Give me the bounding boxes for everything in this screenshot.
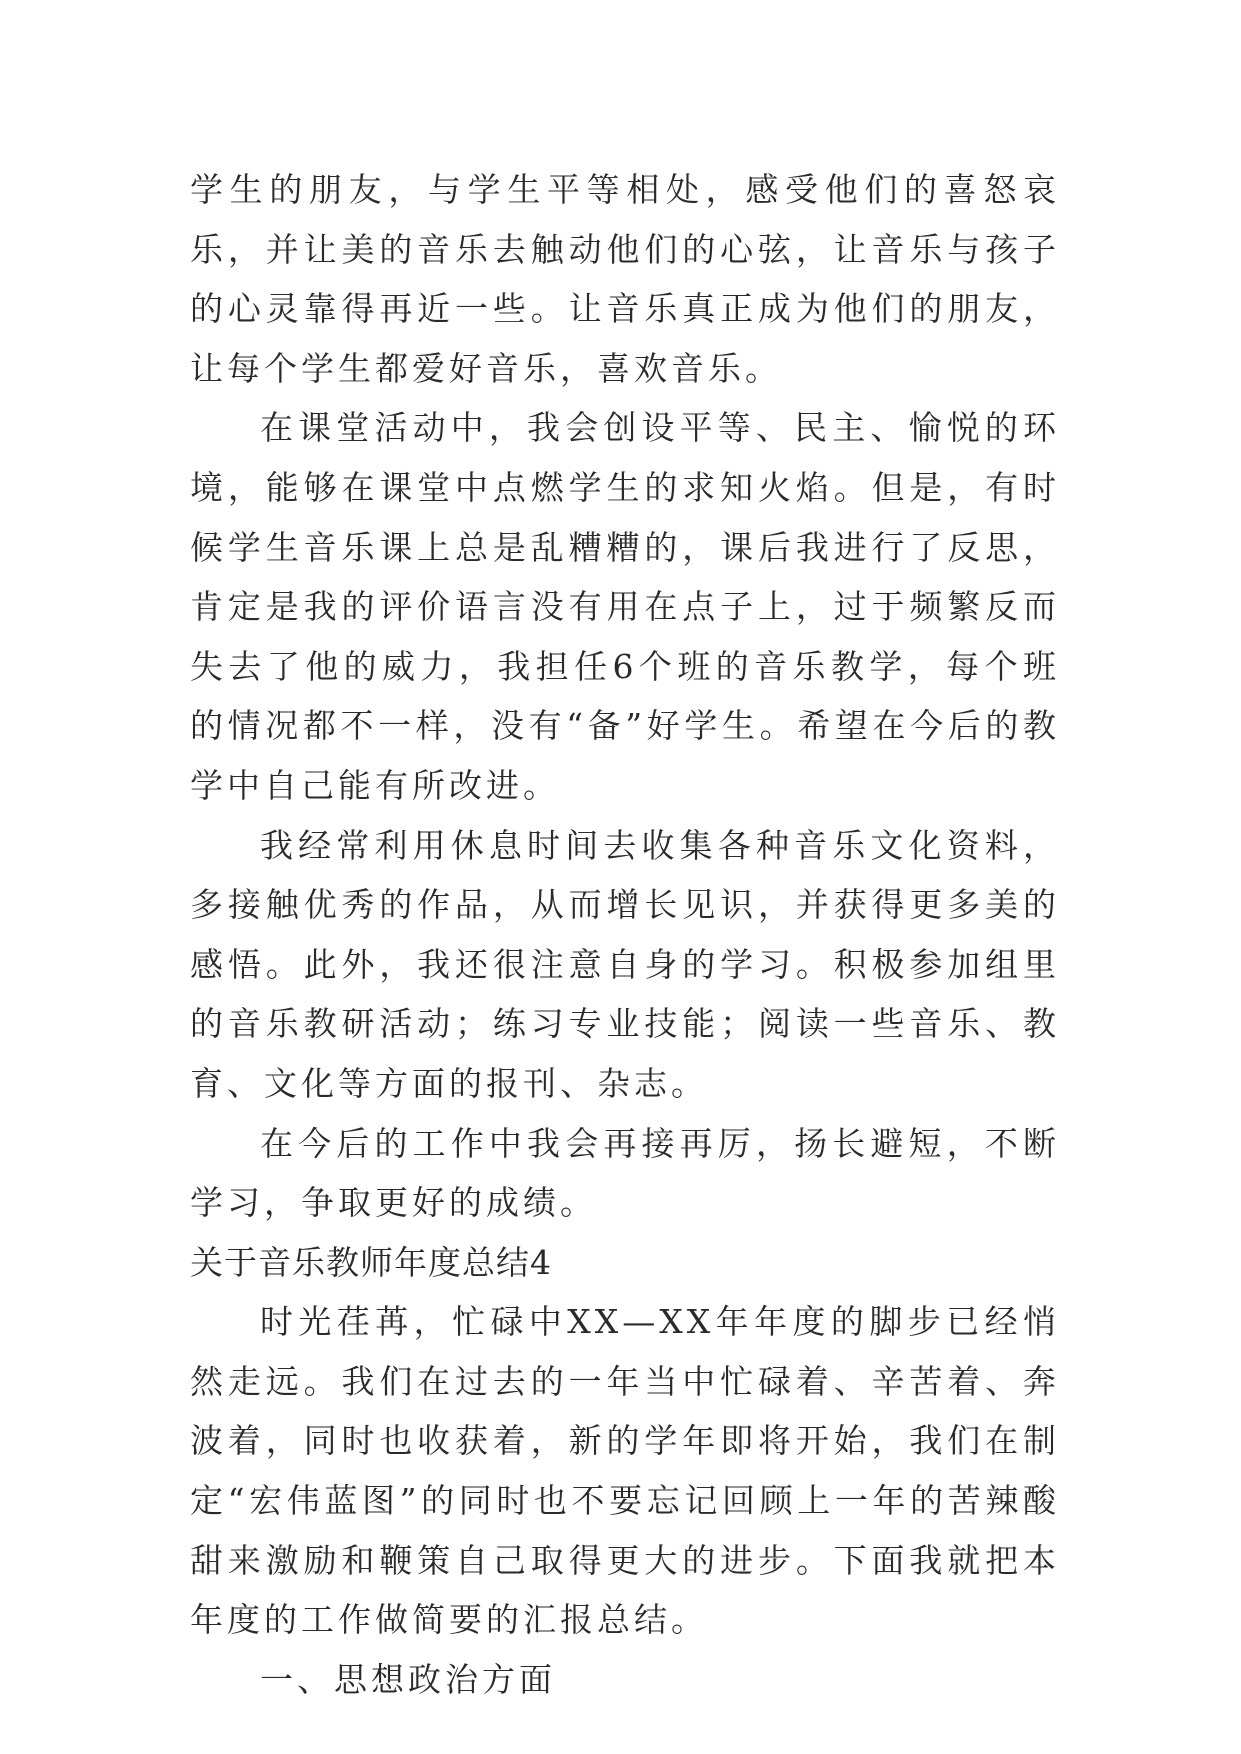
paragraph-year-review: 时光荏苒，忙碌中XX—XX年年度的脚步已经悄然走远。我们在过去的一年当中忙碌着、辛苦着、奔波着，同时也收获着，新的学年即将开始，我们在制定“宏伟蓝图”的同时也不要忘记回顾上一年的苦辣酸甜来激励和鞭策自己取得更大的进步。下面我就把本年度的工作做简要的汇报总结。 xyxy=(190,1302,1060,1640)
paragraph-self-study: 我经常利用休息时间去收集各种音乐文化资料，多接触优秀的作品，从而增长见识，并获得更多美的感悟。此外，我还很注意自身的学习。积极参加组里的音乐教研活动；练习专业技能；阅读一些音乐、教育、文化等方面的报刊、杂志。 xyxy=(190,825,1060,1103)
paragraph-continuation: 学生的朋友，与学生平等相处，感受他们的喜怒哀乐，并让美的音乐去触动他们的心弦，让音乐与孩子的心灵靠得再近一些。让音乐真正成为他们的朋友，让每个学生都爱好音乐，喜欢音乐。 xyxy=(190,170,1060,388)
subsection-title: 一、思想政治方面 xyxy=(260,1659,556,1699)
paragraph-future-work: 在今后的工作中我会再接再厉，扬长避短，不断学习，争取更好的成绩。 xyxy=(190,1123,1060,1223)
paragraph-classroom-activity: 在课堂活动中，我会创设平等、民主、愉悦的环境，能够在课堂中点燃学生的求知火焰。但是，有时候学生音乐课上总是乱糟糟的，课后我进行了反思，肯定是我的评价语言没有用在点子上，过于频繁反而失去了他的威力，我担任6个班的音乐教学，每个班的情况都不一样，没有“备”好学生。希望在今后的教学中自己能有所改进。 xyxy=(190,408,1060,805)
document-body xyxy=(190,160,1060,1709)
section-heading: 关于音乐教师年度总结4 xyxy=(190,1242,552,1282)
